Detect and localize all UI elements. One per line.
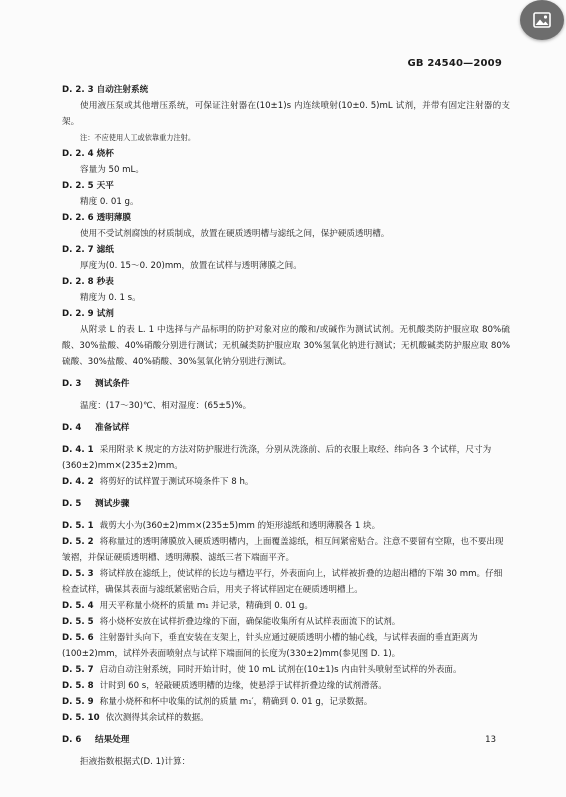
section-heading-d23: D. 2. 3 自动注射系统 (62, 85, 149, 95)
item-d51: D. 5. 1 裁剪大小为(360±2)mm×(235±5)mm 的矩形滤纸和透明薄膜各 1 块。 (62, 521, 381, 531)
item-d59: D. 5. 9 称量小烧杯和杯中收集的试剂的质量 m₁′，精确到 0. 01 g，记录数据。 (62, 697, 373, 707)
item-d53: D. 5. 3 将试样放在滤纸上，使试样的长边与槽边平行，外表面向上，试样被折叠的边超出槽的下端 30 mm。仔细检查试样，确保其表面与滤纸紧密贴合后，用夹子将试样固定在硬质透明槽上。 (62, 569, 503, 595)
item-d54: D. 5. 4 用天平称量小烧杯的质量 m₁ 并记录，精确到 0. 01 g。 (62, 601, 313, 611)
item-d42: D. 4. 2 将剪好的试样置于测试环境条件下 8 h。 (62, 477, 254, 487)
section-heading-d27: D. 2. 7 滤纸 (62, 245, 114, 255)
note-d23: 注：不应使用人工或依靠重力注射。 (80, 133, 196, 142)
item-d58: D. 5. 8 计时到 60 s，轻敲硬质透明槽的边缘，使悬浮于试样折叠边缘的试剂滑落。 (62, 681, 387, 691)
page-number: 13 (485, 735, 496, 745)
section-heading-d26: D. 2. 6 透明薄膜 (62, 213, 131, 223)
section-heading-d6: D. 6 结果处理 (62, 735, 130, 745)
paragraph-d23: 使用液压泵或其他增压系统，可保证注射器在(10±1)s 内连续喷射(10±0. 5)mL 试剂，并带有固定注射器的支架。 (62, 101, 510, 127)
document-body (62, 82, 510, 770)
paragraph-d27: 厚度为(0. 15～0. 20)mm，放置在试样与透明薄膜之间。 (80, 261, 302, 271)
paragraph-d29: 从附录 L 的表 L. 1 中选择与产品标明的防护对象对应的酸和/或碱作为测试试剂。无机酸类防护服应取 80%硫酸、30%盐酸、40%硝酸分别进行测试；无机碱类防护服应取 30%氢氧化钠进行测试；无机酸碱类防护服应取 80%硫酸、30%盐酸、40%硝酸、30%氢氧化钠分别进行测试。 (62, 325, 510, 367)
item-d56: D. 5. 6 注射器针头向下，垂直安装在支架上，针头应通过硬质透明小槽的轴心线，与试样表面的垂直距离为(100±2)mm，试样外表面喷射点与试样下端面间的长度为(330±2)mm(参见图 D. 1)。 (62, 633, 478, 659)
paragraph-d3: 温度：(17～30)℃、相对湿度：(65±5)%。 (80, 401, 252, 411)
image-icon (533, 12, 551, 28)
section-heading-d4: D. 4 准备试样 (62, 423, 130, 433)
paragraph-d24: 容量为 50 mL。 (80, 165, 144, 175)
item-d52: D. 5. 2 将称量过的透明薄膜放入硬质透明槽内，上面覆盖滤纸，相互间紧密贴合。注意不要留有空隙，也不要出现皱褶，并保证硬质透明槽、透明薄膜、滤纸三者下端面平齐。 (62, 537, 504, 563)
section-heading-d29: D. 2. 9 试剂 (62, 309, 114, 319)
item-d57: D. 5. 7 启动自动注射系统，同时开始计时，使 10 mL 试剂在(10±1)s 内由针头喷射至试样的外表面。 (62, 665, 462, 675)
paragraph-d26: 使用不受试剂腐蚀的材质制成，放置在硬质透明槽与滤纸之间，保护硬质透明槽。 (80, 229, 390, 239)
section-heading-d28: D. 2. 8 秒表 (62, 277, 114, 287)
image-viewer-button[interactable] (520, 0, 564, 40)
section-heading-d24: D. 2. 4 烧杯 (62, 149, 114, 159)
item-d55: D. 5. 5 将小烧杯安放在试样折叠边缘的下面，确保能收集所有从试样表面流下的试剂。 (62, 617, 401, 627)
standard-number: GB 24540—2009 (407, 58, 502, 69)
paragraph-d25: 精度 0. 01 g。 (80, 197, 139, 207)
section-heading-d5: D. 5 测试步骤 (62, 499, 130, 509)
paragraph-d6: 拒液指数根据式(D. 1)计算： (80, 757, 191, 767)
paragraph-d28: 精度为 0. 1 s。 (80, 293, 141, 303)
item-d510: D. 5. 10 依次测得其余试样的数据。 (62, 713, 209, 723)
section-heading-d3: D. 3 测试条件 (62, 379, 130, 389)
item-d41: D. 4. 1 采用附录 K 规定的方法对防护服进行洗涤，分别从洗涤前、后的衣服上取经、纬向各 3 个试样，尺寸为(360±2)mm×(235±2)mm。 (62, 445, 492, 471)
section-heading-d25: D. 2. 5 天平 (62, 181, 114, 191)
